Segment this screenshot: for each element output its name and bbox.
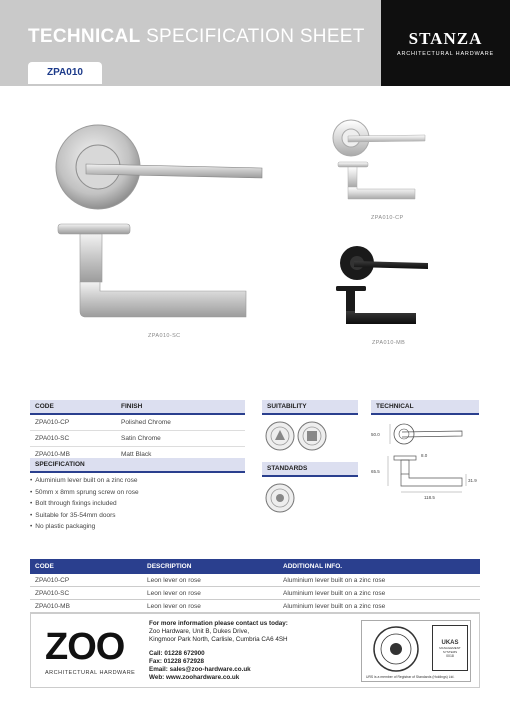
specification-list <box>30 477 139 535</box>
standards-icons <box>262 480 302 520</box>
info-code-cell: ZPA010-CP <box>30 574 142 587</box>
finish-col-code: CODE <box>30 400 116 414</box>
list-item: • Suitable for 35-54mm doors <box>30 512 139 524</box>
list-item: • Bolt through fixings included <box>30 500 139 512</box>
email-address[interactable]: Email: sales@zoo-hardware.co.uk <box>149 666 251 674</box>
cert-note: URS is a member of Registrar of Standards (Holdings) Ltd. <box>366 675 455 679</box>
ukas-number: 0018 <box>446 654 454 658</box>
finish-name-cell: Satin Chrome <box>116 431 245 447</box>
ukas-badge <box>432 625 468 671</box>
finish-name-cell: Matt Black <box>116 447 245 463</box>
technical-drawing <box>366 418 484 508</box>
list-item: • 50mm x 8mm sprung screw on rose <box>30 489 139 501</box>
dim-rose-depth: 8.0 <box>421 453 428 458</box>
info-extra-cell: Aluminium lever built on a zinc rose <box>278 600 480 613</box>
caption-sc: ZPA010-SC <box>148 333 181 339</box>
table-row <box>30 574 480 587</box>
table-row <box>30 414 245 431</box>
caption-cp: ZPA010-CP <box>371 215 404 221</box>
product-images <box>0 86 510 386</box>
technical-heading: TECHNICAL <box>371 400 479 415</box>
info-desc-cell: Leon lever on rose <box>142 600 278 613</box>
table-row <box>30 600 480 613</box>
dim-lever-length: 118.5 <box>424 495 435 500</box>
certification-panel <box>361 620 471 682</box>
contact-heading: For more information please contact us today: <box>149 620 288 627</box>
info-extra-cell: Aluminium lever built on a zinc rose <box>278 587 480 600</box>
phone-number: Call: 01228 672900 <box>149 649 205 657</box>
zoo-logo-subtitle: ARCHITECTURAL HARDWARE <box>45 670 136 676</box>
specification-heading: SPECIFICATION <box>30 458 245 473</box>
standards-heading: STANDARDS <box>262 462 358 477</box>
brand-subtitle: ARCHITECTURAL HARDWARE <box>397 51 494 57</box>
brand-name: STANZA <box>408 29 483 48</box>
title-bold: TECHNICAL <box>28 26 141 47</box>
dim-projection: 65.5 <box>371 469 380 474</box>
contact-block <box>149 620 288 682</box>
table-row <box>30 431 245 447</box>
brand-logo <box>381 0 510 86</box>
info-code-cell: ZPA010-MB <box>30 600 142 613</box>
finish-col-finish: FINISH <box>116 400 245 414</box>
product-code-tab: ZPA010 <box>28 62 102 84</box>
address-line-1: Zoo Hardware, Unit B, Dukes Drive, <box>149 628 250 636</box>
list-item: • No plastic packaging <box>30 523 139 535</box>
info-col-code: CODE <box>30 559 142 574</box>
caption-mb: ZPA010-MB <box>372 340 406 346</box>
header-banner <box>0 0 510 86</box>
finish-table <box>30 400 245 463</box>
info-desc-cell: Leon lever on rose <box>142 574 278 587</box>
finish-code-cell: ZPA010-CP <box>30 414 116 431</box>
title-rest: SPECIFICATION SHEET <box>146 26 365 47</box>
website-link[interactable]: Web: www.zoohardware.co.uk <box>149 674 240 682</box>
suitability-icons <box>262 418 358 458</box>
product-info-table <box>30 559 480 613</box>
info-col-additional: ADDITIONAL INFO. <box>278 559 480 574</box>
finish-code-cell: ZPA010-MB <box>30 447 116 463</box>
info-desc-cell: Leon lever on rose <box>142 587 278 600</box>
finish-code-cell: ZPA010-SC <box>30 431 116 447</box>
zoo-logo: ZOO <box>45 626 125 668</box>
table-row <box>30 587 480 600</box>
dim-rose-diameter: 50.0 <box>371 432 380 437</box>
finish-name-cell: Polished Chrome <box>116 414 245 431</box>
fax-number: Fax: 01228 672928 <box>149 657 204 665</box>
ukas-subtitle: MANAGEMENT SYSTEMS <box>439 646 461 654</box>
iso-badge-icon <box>366 624 426 674</box>
dim-handle-height: 31.9 <box>468 478 477 483</box>
list-item: • Aluminium lever built on a zinc rose <box>30 477 139 489</box>
info-extra-cell: Aluminium lever built on a zinc rose <box>278 574 480 587</box>
ukas-text: UKAS <box>441 640 459 646</box>
info-code-cell: ZPA010-SC <box>30 587 142 600</box>
page-title <box>28 26 365 48</box>
footer-contact <box>30 613 480 688</box>
address-line-2: Kingmoor Park North, Carlisle, Cumbria CA6 4SH <box>149 636 288 644</box>
suitability-heading: SUITABILITY <box>262 400 358 415</box>
lever-sc-image <box>0 86 510 386</box>
info-col-description: DESCRIPTION <box>142 559 278 574</box>
